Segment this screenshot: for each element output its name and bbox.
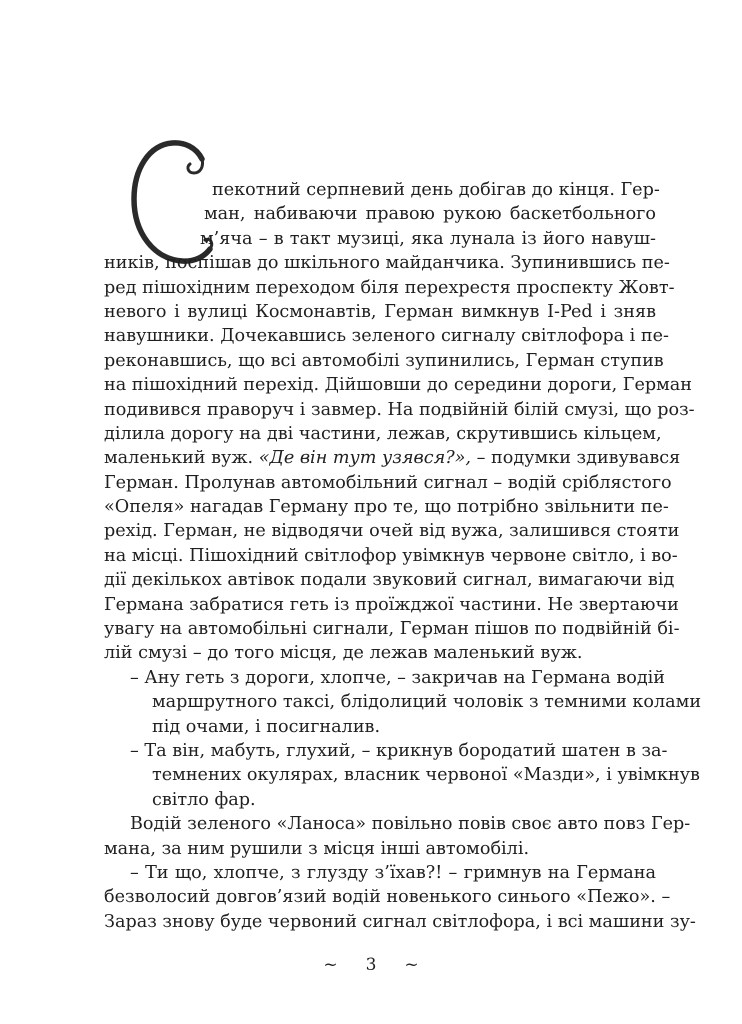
dialogue-line: – Ти що, хлопче, з глузду з’їхав?! – гримнув на Германа [130,862,656,883]
text-line: Зараз знову буде червоний сигнал світлофора, і всі машини зу- [104,911,696,932]
text-fragment: – подумки здивувався [471,448,681,469]
text-line: Германа забратися геть із проїжджої частини. Не звертаючи [104,594,679,615]
text-line: ників, поспішав до шкільного майданчика. Зупинившись пе- [104,253,670,274]
text-line: реконавшись, що всі автомобілі зупинились, Герман ступив [104,350,664,371]
text-line-italic [104,446,681,470]
text-line: безволосий довгов’язий водій новенького синього «Пежо». – [104,887,671,908]
page-footer [0,955,742,975]
text-line: дії декількох автівок подали звуковий сигнал, вимагаючи від [104,570,675,591]
text-line: темнених окулярах, власник червоної «Мазди», і увімкнув [152,765,700,786]
text-line: маршрутного таксі, блідолиций чоловік з темними колами [152,692,702,713]
text-line: невого і вулиці Космонавтів, Герман вимкнув І-Ped і зняв [104,301,656,322]
dialogue-line: – Та він, мабуть, глухий, – крикнув бородатий шатен в за- [130,740,668,761]
dialogue-line: – Ану геть з дороги, хлопче, – закричав на Германа водій [130,667,666,688]
page-number: 3 [365,955,377,975]
text-line: навушники. Дочекавшись зеленого сигналу світлофора і пе- [104,326,669,347]
text-line: увагу на автомобільні сигнали, Герман пішов по подвійній бі- [104,619,680,640]
tilde-ornament-right: ~ [404,955,419,975]
text-line: «Опеля» нагадав Герману про те, що потрібно звільнити пе- [104,497,669,518]
text-line: мана, за ним рушили з місця інші автомобілі. [104,838,530,859]
italic-quote: «Де він тут узявся?», [258,448,472,469]
text-line: ділила дорогу на дві частини, лежав, скрутившись кільцем, [104,423,662,444]
text-line: лій смузі – до того місця, де лежав маленький вуж. [104,643,583,664]
tilde-ornament-left: ~ [323,955,338,975]
text-line: під очами, і посигналив. [152,716,381,737]
text-line: Водій зеленого «Ланоса» повільно повів своє авто повз Гер- [130,814,691,835]
text-line: на місці. Пішохідний світлофор увімкнув червоне світло, і во- [104,545,678,566]
text-line: світло фар. [152,789,256,810]
body-text [104,178,702,934]
text-line: на пішохідний перехід. Дійшовши до середини дороги, Герман [104,375,693,396]
text-line: рехід. Герман, не відводячи очей від вужа, залишився стояти [104,521,680,542]
text-line: м’яча – в такт музиці, яка лунала із його навуш- [200,228,656,249]
text-line: ред пішохідним переходом біля перехрестя проспекту Жовт- [104,277,675,298]
text-line: подивився праворуч і завмер. На подвійній білій смузі, що роз- [104,399,695,420]
text-line: ман, набиваючи правою рукою баскетбольного [204,204,656,225]
text-line: пекотний серпневий день добігав до кінця. Гер- [212,180,660,200]
text-line: Герман. Пролунав автомобільний сигнал – водій сріблястого [104,472,672,493]
text-fragment: маленький вуж. [104,448,259,469]
